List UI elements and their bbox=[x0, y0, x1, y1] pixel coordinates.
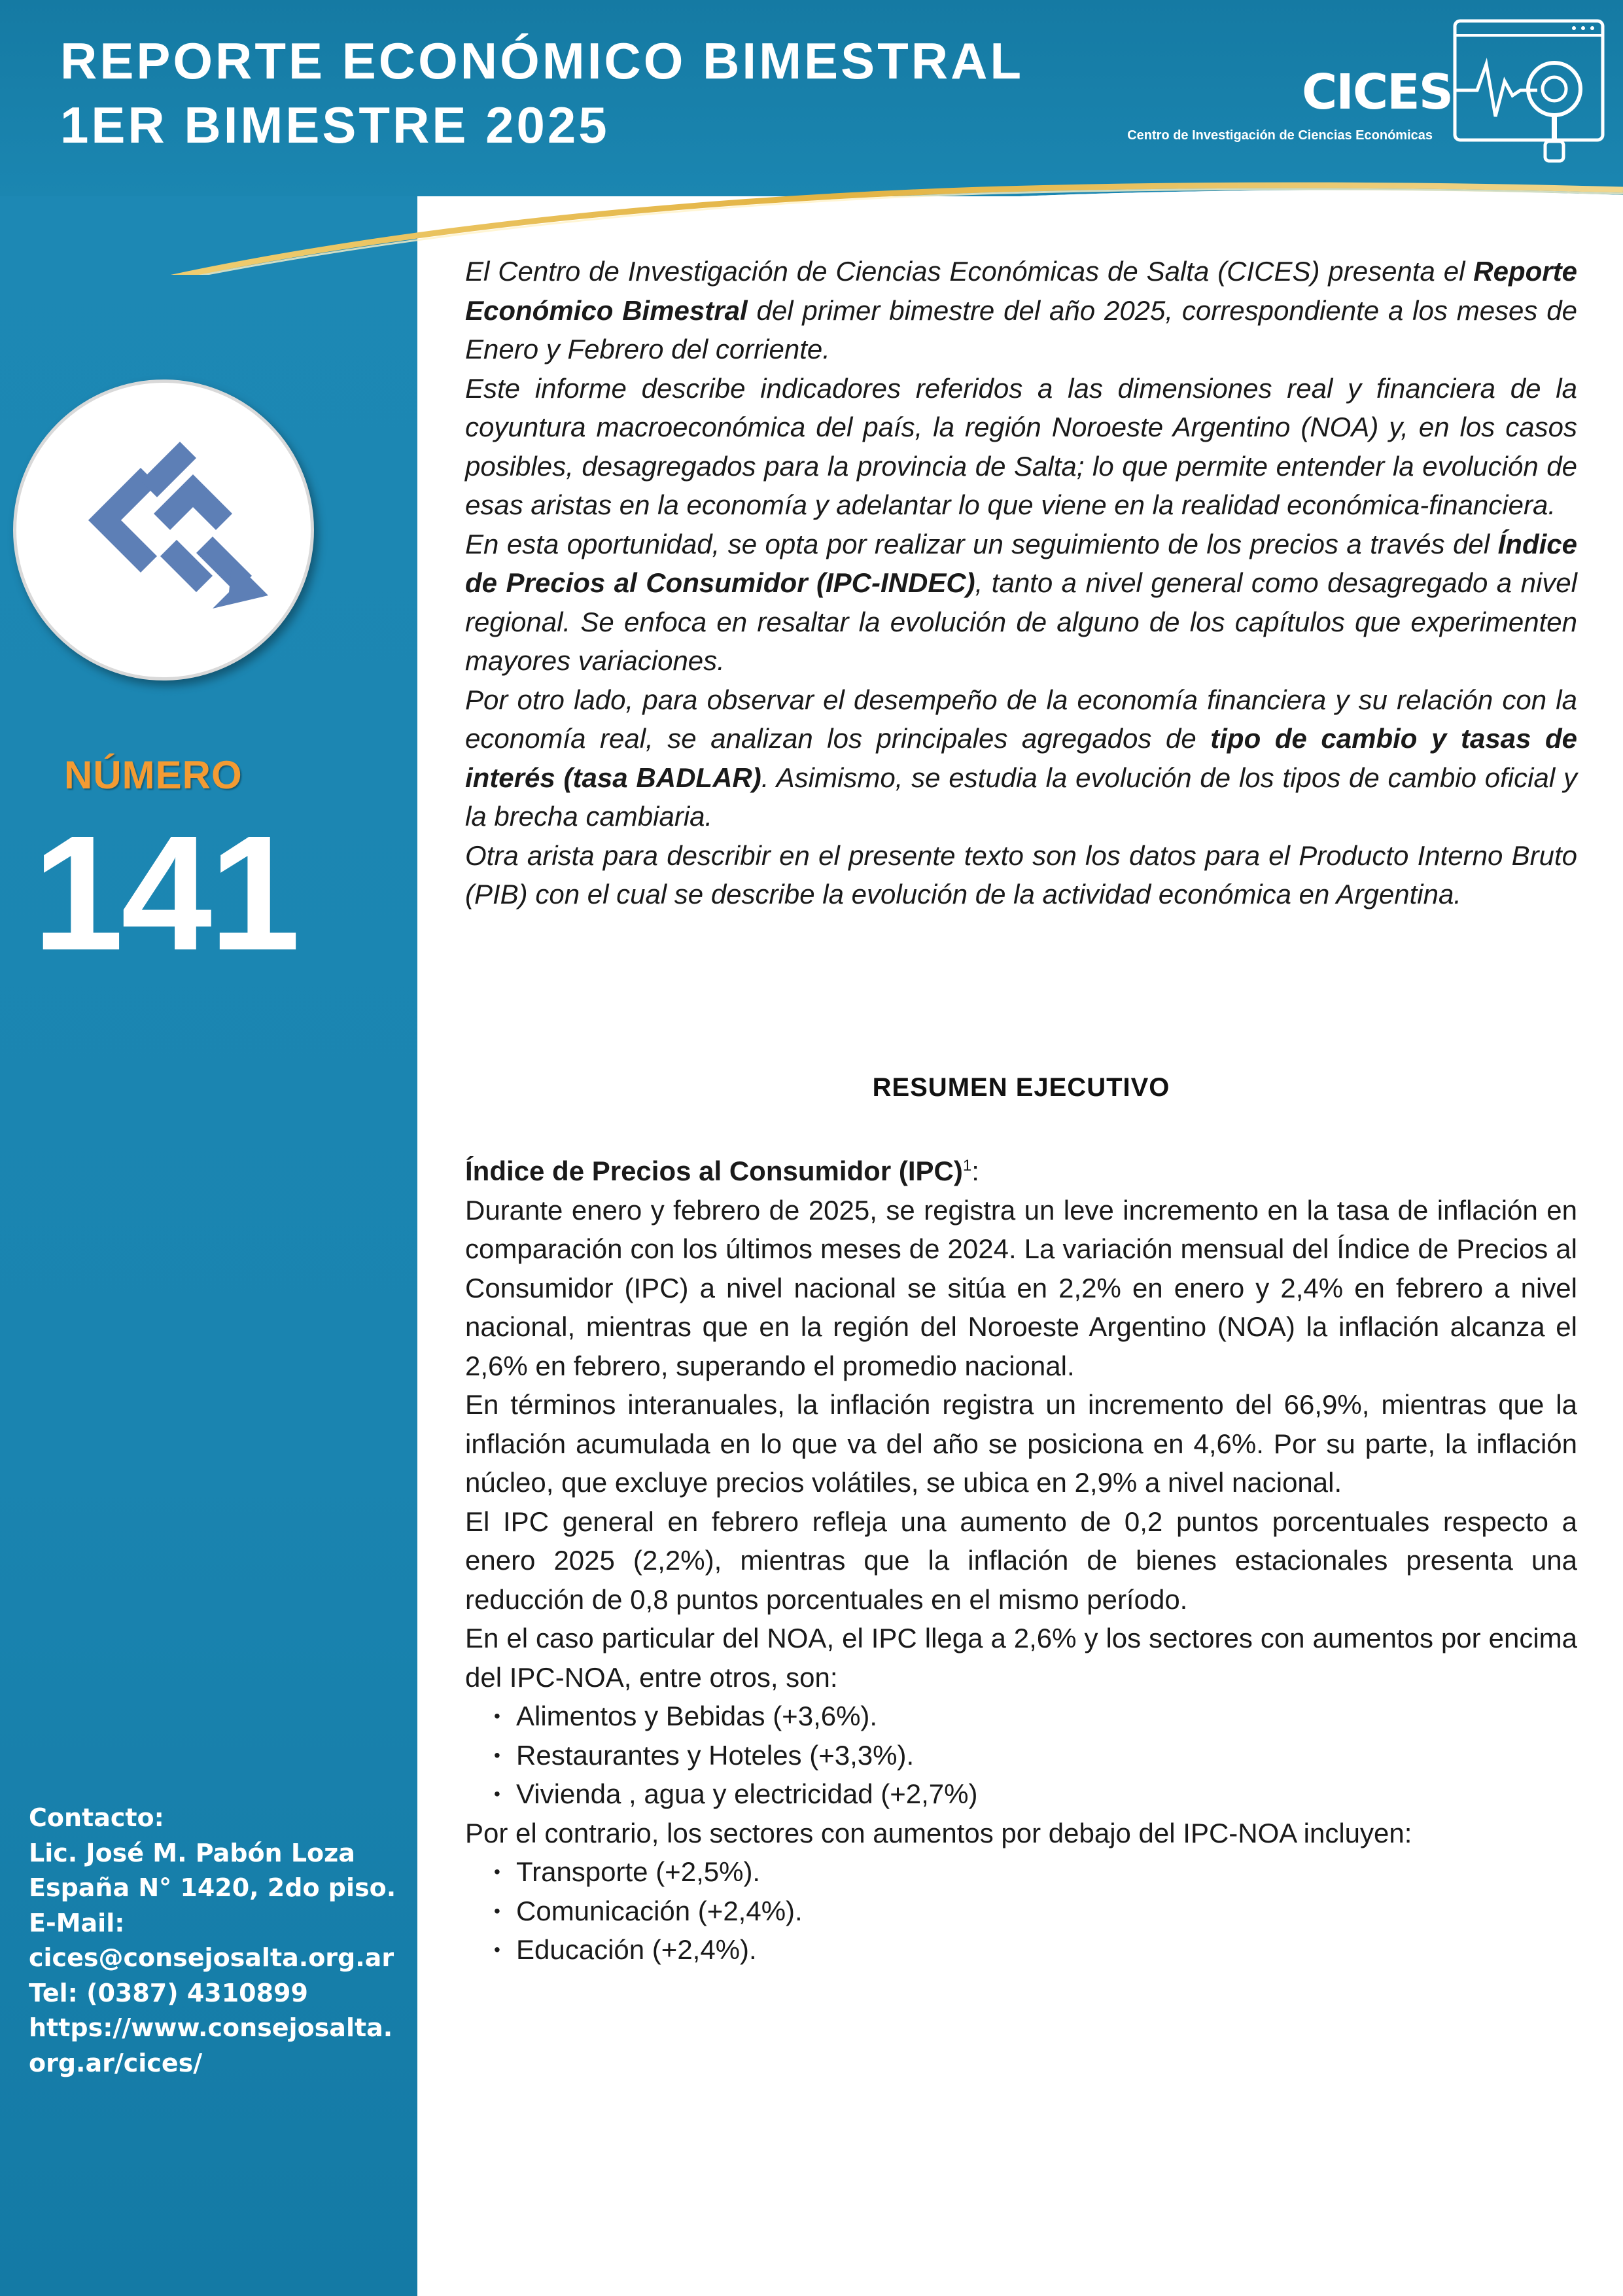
summary-paragraph: En el caso particular del NOA, el IPC llega a 2,6% y los sectores con aumentos por encima del IPC-NOA, entre otros, son: bbox=[465, 1623, 1577, 1693]
contact-line: España N° 1420, 2do piso. bbox=[29, 1873, 396, 1902]
list-item: • Restaurantes y Hoteles (+3,3%). bbox=[465, 1736, 1577, 1775]
summary-paragraph: Por el contrario, los sectores con aumentos por debajo del IPC-NOA incluyen: bbox=[465, 1817, 1412, 1848]
cpce-logo-icon bbox=[16, 383, 311, 677]
contact-line: Contacto: bbox=[29, 1803, 164, 1832]
contact-email[interactable]: cices@consejosalta.org.ar bbox=[29, 1943, 394, 1972]
header-swoosh bbox=[0, 0, 1623, 275]
contact-line: Lic. José M. Pabón Loza bbox=[29, 1838, 355, 1867]
intro-paragraph: El Centro de Investigación de Ciencias Económicas de Salta (CICES) presenta el Reporte Económico Bimestral del primer bimestre del año 2025, correspondiente a los meses de Enero y Febrero del corriente. bbox=[465, 256, 1577, 364]
list-item: • Educación (+2,4%). bbox=[465, 1930, 1577, 1969]
intro-paragraph: En esta oportunidad, se opta por realizar un seguimiento de los precios a través del Índice de Precios al Consumidor (IPC-INDEC), tanto a nivel general como desagregado a nivel regional. Se enfoca en resaltar la evolución de alguno de los capítulos que experimenten mayores variaciones. bbox=[465, 528, 1577, 676]
intro-paragraph: Este informe describe indicadores referidos a las dimensiones real y financiera de la coyuntura macroeconómica del país, la región Noroeste Argentino (NOA) y, en los casos posibles, desagregados para la provincia de Salta; lo que permite entender la evolución de esas aristas en la economía y adelantar lo que viene en la realidad económica-financiera. bbox=[465, 372, 1577, 520]
report-title-line1: REPORTE ECONÓMICO BIMESTRAL bbox=[60, 32, 1024, 90]
footnote-ref[interactable]: 1 bbox=[962, 1157, 972, 1174]
intro-paragraph: Otra arista para describir en el presente texto son los datos para el Producto Interno Bruto (PIB) con el cual se describe la evolución de la actividad económica en Argentina. bbox=[465, 839, 1577, 910]
issue-number-label: NÚMERO bbox=[64, 753, 243, 797]
cpce-emblem bbox=[13, 380, 314, 680]
issue-number: 141 bbox=[33, 802, 298, 984]
contact-url[interactable]: https://www.consejosalta. bbox=[29, 2013, 393, 2042]
intro-text bbox=[465, 252, 1577, 914]
summary-paragraph: En términos interanuales, la inflación registra un incremento del 66,9%, mientras que la inflación acumulada en lo que va del año se posiciona en 4,6%. Por su parte, la inflación núcleo, que excluye precios volátiles, se ubica en 2,9% a nivel nacional. bbox=[465, 1389, 1577, 1498]
contact-url[interactable]: org.ar/cices/ bbox=[29, 2048, 203, 2077]
list-item: • Vivienda , agua y electricidad (+2,7%) bbox=[465, 1775, 1577, 1814]
executive-summary bbox=[465, 1146, 1577, 1969]
summary-paragraph: Durante enero y febrero de 2025, se registra un leve incremento en la tasa de inflación en comparación con los últimos meses de 2024. La variación mensual del Índice de Precios al Consumidor (IPC) a nivel nacional se sitúa en 2,2% en enero y 2,4% en febrero a nivel nacional, mientras que en la región del Noroeste Argentino (NOA) la inflación alcanza el 2,6% en febrero, superando el promedio nacional. bbox=[465, 1194, 1577, 1381]
report-title-line2: 1ER BIMESTRE 2025 bbox=[60, 96, 610, 154]
list-item: • Comunicación (+2,4%). bbox=[465, 1892, 1577, 1931]
contact-line: E-Mail: bbox=[29, 1908, 125, 1937]
list-item: • Alimentos y Bebidas (+3,6%). bbox=[465, 1697, 1577, 1736]
contact-block bbox=[29, 1801, 408, 2081]
list-item: • Transporte (+2,5%). bbox=[465, 1852, 1577, 1892]
logo-subtitle: Centro de Investigación de Ciencias Económicas bbox=[1127, 128, 1433, 143]
ipc-heading: Índice de Precios al Consumidor (IPC)$^1$: bbox=[465, 1156, 979, 1186]
above-noa-list bbox=[465, 1697, 1577, 1814]
section-title: RESUMEN EJECUTIVO bbox=[872, 1073, 1170, 1102]
intro-paragraph: Por otro lado, para observar el desempeño de la economía financiera y su relación con la economía real, se analizan los principales agregados de tipo de cambio y tasas de interés (tasa BADLAR). Asimismo, se estudia la evolución de los tipos de cambio oficial y la brecha cambiaria. bbox=[465, 684, 1577, 832]
summary-paragraph: El IPC general en febrero refleja una aumento de 0,2 puntos porcentuales respecto a enero 2025 (2,2%), mientras que la inflación de bienes estacionales presenta una reducción de 0,8 puntos porcentuales en el mismo período. bbox=[465, 1506, 1577, 1615]
logo-wordmark: CICES bbox=[1302, 64, 1452, 120]
contact-phone: Tel: (0387) 4310899 bbox=[29, 1978, 308, 2007]
below-noa-list bbox=[465, 1852, 1577, 1969]
